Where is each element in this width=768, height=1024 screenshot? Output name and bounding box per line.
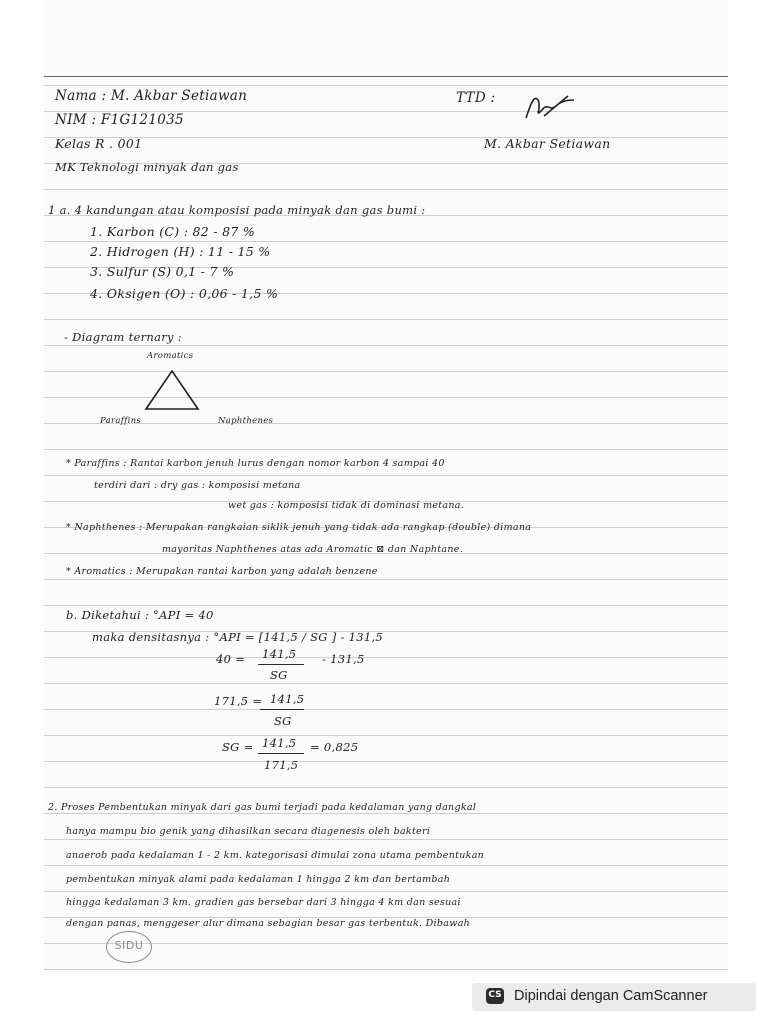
fraction-bar (260, 709, 304, 710)
eq3-lhs: SG = (222, 740, 254, 754)
student-nim: NIM : F1G121035 (55, 112, 184, 128)
course-name: MK Teknologi minyak dan gas (55, 160, 239, 174)
q1b-formula: maka densitasnya : °API = [141,5 / SG ] - 131,5 (92, 630, 384, 644)
paper-top-margin (44, 0, 728, 70)
student-name: Nama : M. Akbar Setiawan (55, 88, 248, 104)
naphthenes-label: Naphthenes (218, 416, 274, 426)
paraffins-label: Paraffins (100, 416, 142, 426)
eq3-denominator: 171,5 (264, 758, 299, 772)
note-paraffins-sub: terdiri dari : dry gas : komposisi metana (94, 480, 301, 491)
camscanner-text: Dipindai dengan CamScanner (514, 988, 708, 1004)
signature-name: M. Akbar Setiawan (484, 136, 611, 151)
eq3-result: = 0,825 (310, 740, 359, 754)
sidu-stamp: SIDU (106, 931, 152, 963)
eq2-denominator: SG (274, 714, 292, 728)
eq1-numerator: 141,5 (262, 647, 297, 661)
q2-line: hingga kedalaman 3 km. gradien gas bersebar dari 3 hingga 4 km dan sesuai (66, 897, 461, 908)
note-naphthenes: * Naphthenes : Merupakan rangkaian siklik jenuh yang tidak ada rangkap (double) dimana (66, 522, 532, 533)
composition-item: 3. Sulfur (S) 0,1 - 7 % (90, 264, 235, 279)
eq3-numerator: 141,5 (262, 736, 297, 750)
composition-item: 1. Karbon (C) : 82 - 87 % (90, 224, 256, 239)
q1b-given: b. Diketahui : °API = 40 (66, 608, 214, 622)
eq1-denominator: SG (270, 668, 288, 682)
composition-item: 4. Oksigen (O) : 0,06 - 1,5 % (90, 286, 279, 301)
eq1-rhs: - 131,5 (322, 652, 365, 666)
camscanner-watermark (472, 983, 756, 1011)
composition-item: 2. Hidrogen (H) : 11 - 15 % (90, 244, 271, 259)
eq1-lhs: 40 = (216, 652, 246, 666)
ternary-triangle-icon (142, 368, 202, 414)
q2-line: dengan panas, menggeser alur dimana sebagian besar gas terbentuk. Dibawah (66, 918, 471, 929)
eq2-numerator: 141,5 (270, 692, 305, 706)
diagram-label: - Diagram ternary : (64, 330, 182, 344)
q2-line: pembentukan minyak alami pada kedalaman 1 hingga 2 km dan bertambah (66, 874, 451, 885)
note-naphthenes-sub: mayoritas Naphthenes atas ada Aromatic ⊠ dan Naphtane. (162, 544, 464, 555)
q2-line: hanya mampu bio genik yang dihasilkan secara diagenesis oleh bakteri (66, 826, 431, 837)
signature-label: TTD : (456, 90, 496, 106)
q1a-intro: 1 a. 4 kandungan atau komposisi pada minyak dan gas bumi : (48, 203, 426, 217)
note-aromatics: * Aromatics : Merupakan rantai karbon yang adalah benzene (66, 566, 378, 577)
note-paraffins-sub: wet gas : komposisi tidak di dominasi metana. (228, 500, 465, 511)
camscanner-logo-icon: CS (486, 988, 504, 1004)
aromatics-label: Aromatics (147, 351, 194, 361)
signature-icon (520, 88, 580, 126)
student-class: Kelas R . 001 (55, 136, 143, 151)
note-paraffins: * Paraffins : Rantai karbon jenuh lurus dengan nomor karbon 4 sampai 40 (66, 458, 445, 469)
fraction-bar (258, 753, 304, 754)
eq2-lhs: 171,5 = (214, 694, 263, 708)
header-rule (44, 76, 728, 77)
fraction-bar (258, 664, 304, 665)
q2-line: 2. Proses Pembentukan minyak dari gas bumi terjadi pada kedalaman yang dangkal (48, 802, 477, 813)
q2-line: anaerob pada kedalaman 1 - 2 km. kategorisasi dimulai zona utama pembentukan (66, 850, 485, 861)
